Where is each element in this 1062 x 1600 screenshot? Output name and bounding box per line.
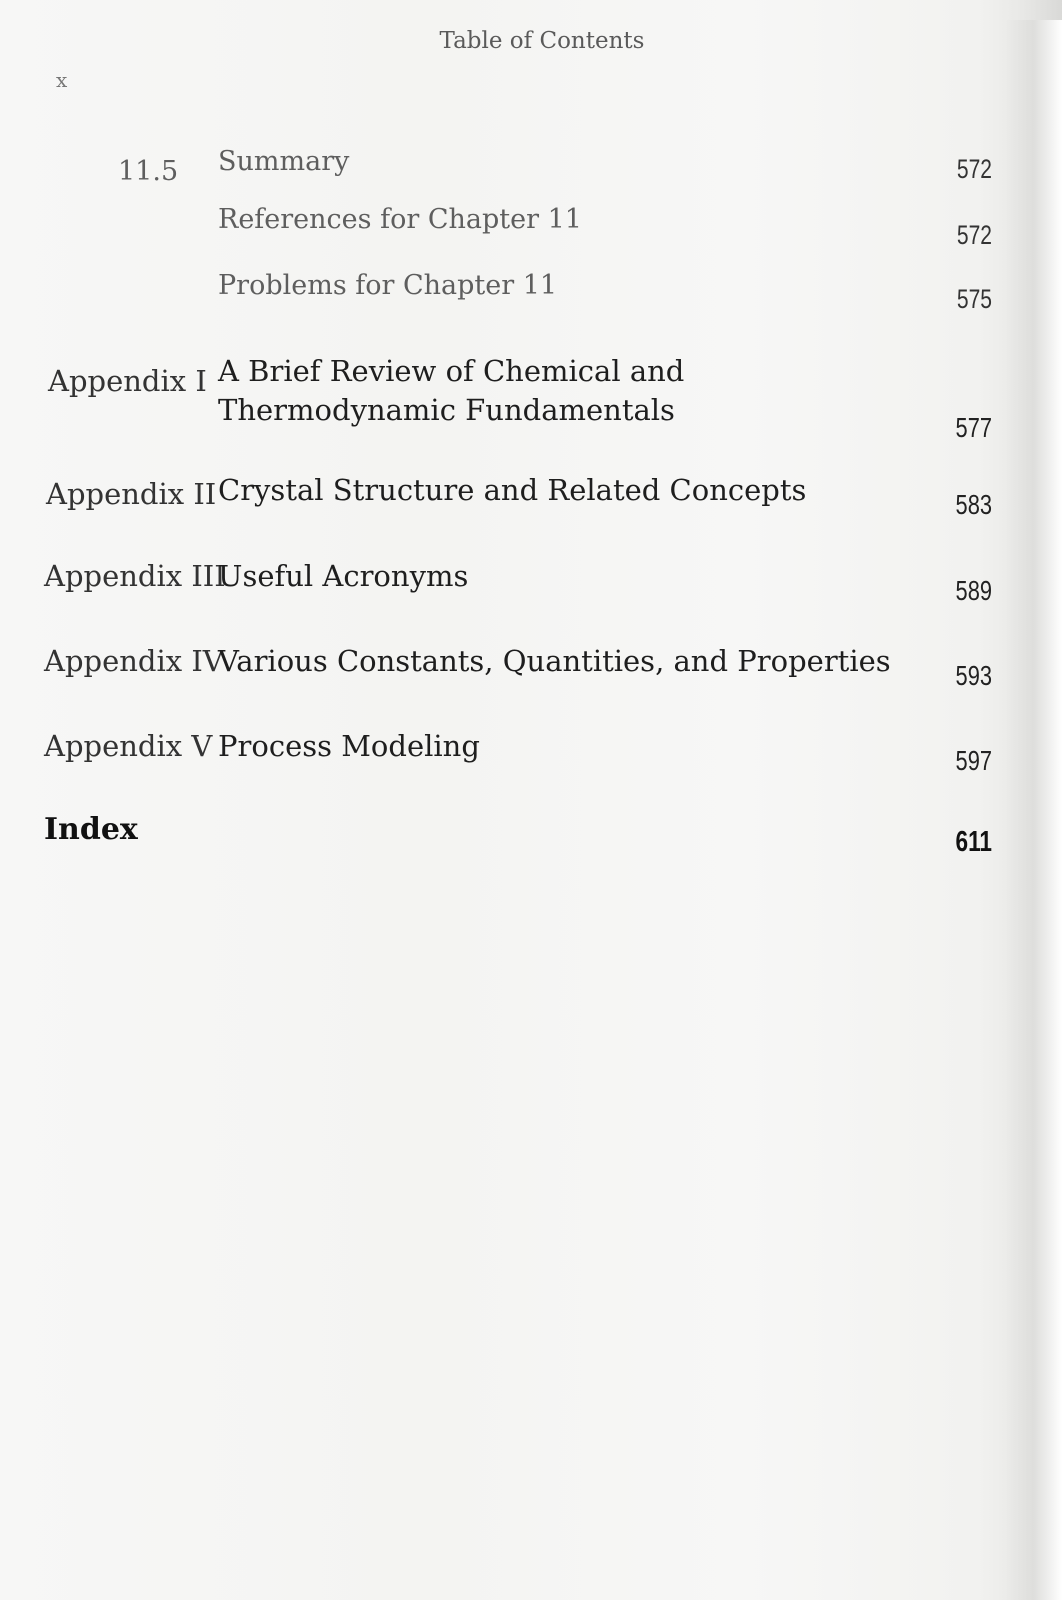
toc-entry-label: Appendix I xyxy=(48,364,207,398)
toc-entry-page: 589 xyxy=(955,575,992,606)
page-gutter-shadow xyxy=(1005,20,1062,1600)
toc-entry-label: Appendix II xyxy=(46,477,217,511)
toc-entry-label: Index xyxy=(44,812,138,847)
toc-entry-page: 593 xyxy=(955,660,992,691)
toc-entry-title: Summary xyxy=(218,146,350,177)
toc-entry-page: 577 xyxy=(955,412,992,443)
toc-entry-title: A Brief Review of Chemical and Thermodynamic Fundamentals xyxy=(218,354,685,427)
toc-entry-title: Various Constants, Quantities, and Properties xyxy=(218,644,891,678)
toc-entry-title: Problems for Chapter 11 xyxy=(218,270,558,301)
toc-entry-title: Useful Acronyms xyxy=(218,559,469,593)
toc-entry-page: 572 xyxy=(956,220,992,250)
toc-entry-number: 11.5 xyxy=(118,156,179,187)
toc-entry-label: Appendix V xyxy=(44,729,213,763)
toc-entry-title: Crystal Structure and Related Concepts xyxy=(218,473,807,507)
toc-entry-page: 611 xyxy=(955,826,992,858)
toc-entry-title: References for Chapter 11 xyxy=(218,204,582,235)
running-head: Table of Contents xyxy=(439,28,645,54)
toc-entry-page: 583 xyxy=(955,489,992,520)
toc-entry-label: Appendix IV xyxy=(44,644,224,678)
toc-entry-title: Process Modeling xyxy=(218,729,480,763)
page-folio: x xyxy=(56,68,68,92)
toc-entry-label: Appendix III xyxy=(44,559,226,593)
toc-entry-page: 575 xyxy=(956,284,992,314)
toc-entry-page: 572 xyxy=(956,154,992,184)
toc-entry-page: 597 xyxy=(955,745,992,776)
